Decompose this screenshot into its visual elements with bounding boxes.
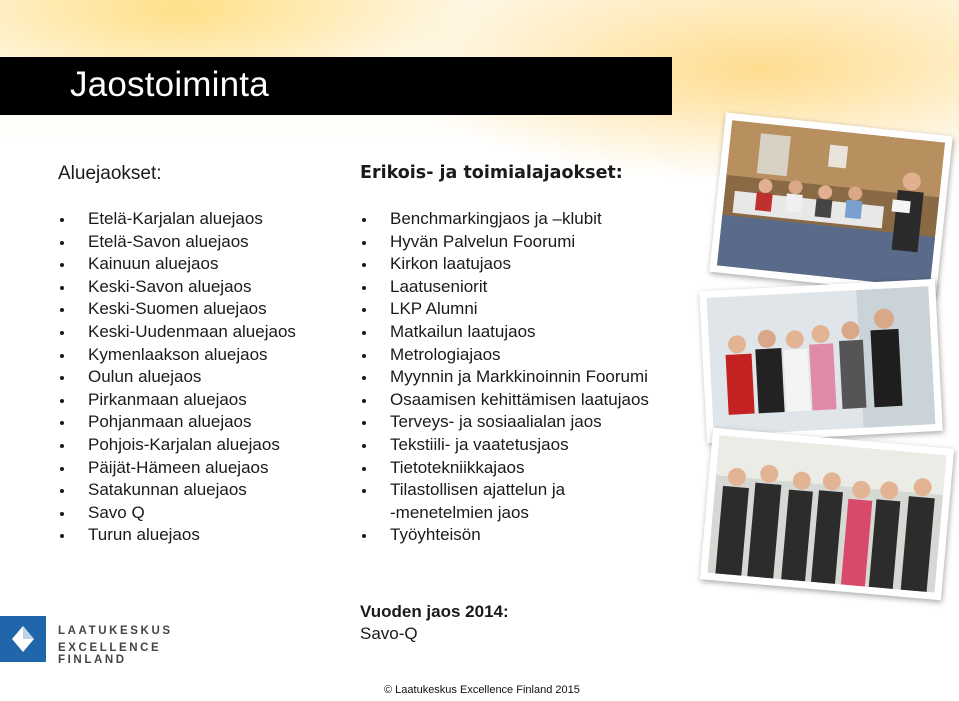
list-item: Tilastollisen ajattelun ja bbox=[360, 479, 649, 502]
list-item: Kymenlaakson aluejaos bbox=[58, 344, 296, 367]
list-item: Benchmarkingjaos ja –klubit bbox=[360, 208, 649, 231]
photo-celebration bbox=[700, 428, 954, 601]
logo-text-line1: LAATUKESKUS bbox=[58, 625, 173, 637]
list-item: Pirkanmaan aluejaos bbox=[58, 389, 296, 412]
list-item: Pohjois-Karjalan aluejaos bbox=[58, 434, 296, 457]
year-value: Savo-Q bbox=[360, 624, 418, 643]
logo-mark-icon bbox=[0, 616, 46, 662]
list-item: Oulun aluejaos bbox=[58, 366, 296, 389]
list-item: Terveys- ja sosiaalialan jaos bbox=[360, 411, 649, 434]
regional-heading: Aluejaokset: bbox=[58, 163, 162, 184]
list-item: Myynnin ja Markkinoinnin Foorumi bbox=[360, 366, 649, 389]
list-item: Osaamisen kehittämisen laatujaos bbox=[360, 389, 649, 412]
list-item: Kirkon laatujaos bbox=[360, 253, 649, 276]
photo-group bbox=[699, 279, 943, 443]
list-item: Savo Q bbox=[58, 502, 296, 525]
regional-section bbox=[58, 163, 296, 545]
list-item: Päijät-Hämeen aluejaos bbox=[58, 457, 296, 480]
logo-text-line2: EXCELLENCE FINLAND bbox=[58, 642, 162, 666]
list-item: Etelä-Karjalan aluejaos bbox=[58, 208, 296, 231]
year-label: Vuoden jaos 2014: bbox=[360, 602, 509, 621]
list-item: LKP Alumni bbox=[360, 298, 649, 321]
footer-copyright: © Laatukeskus Excellence Finland 2015 bbox=[384, 684, 580, 696]
list-item: Keski-Uudenmaan aluejaos bbox=[58, 321, 296, 344]
list-item: Tekstiili- ja vaatetusjaos bbox=[360, 434, 649, 457]
logo bbox=[0, 614, 210, 666]
list-item: Työyhteisön bbox=[360, 524, 649, 547]
list-item: Turun aluejaos bbox=[58, 524, 296, 547]
title-bar bbox=[0, 57, 672, 115]
page-title: Jaostoiminta bbox=[70, 65, 269, 104]
list-item: Matkailun laatujaos bbox=[360, 321, 649, 344]
special-heading: Erikois- ja toimialajaokset: bbox=[360, 163, 623, 183]
photo-meeting-image bbox=[717, 120, 945, 288]
list-item-continuation: -menetelmien jaos bbox=[390, 502, 529, 522]
photo-celebration-image bbox=[707, 435, 946, 592]
photo-meeting bbox=[709, 113, 952, 296]
list-item: Tietotekniikkajaos bbox=[360, 457, 649, 480]
list-item: Metrologiajaos bbox=[360, 344, 649, 367]
list-item: Kainuun aluejaos bbox=[58, 253, 296, 276]
list-item: Pohjanmaan aluejaos bbox=[58, 411, 296, 434]
year-section bbox=[360, 602, 509, 644]
list-item: Satakunnan aluejaos bbox=[58, 479, 296, 502]
regional-list bbox=[58, 208, 296, 547]
special-section bbox=[360, 163, 649, 545]
photo-group-image bbox=[707, 286, 936, 435]
list-item: Etelä-Savon aluejaos bbox=[58, 231, 296, 254]
list-item: Keski-Savon aluejaos bbox=[58, 276, 296, 299]
list-item: Hyvän Palvelun Foorumi bbox=[360, 231, 649, 254]
list-item: Laatuseniorit bbox=[360, 276, 649, 299]
special-list bbox=[360, 208, 649, 547]
list-item: Keski-Suomen aluejaos bbox=[58, 298, 296, 321]
